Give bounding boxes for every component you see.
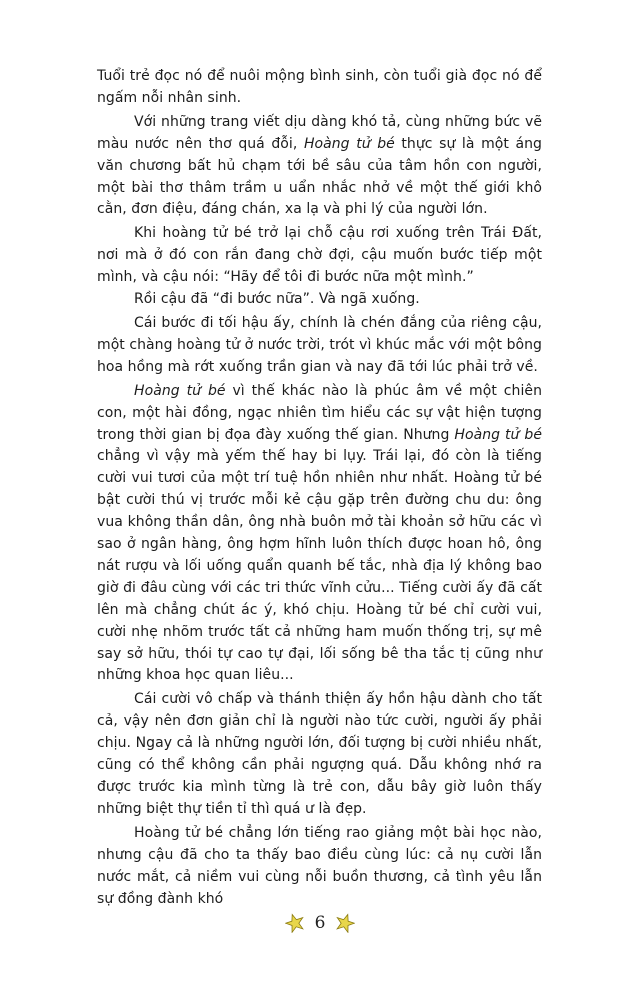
paragraph: Cái cười vô chấp và thánh thiện ấy hồn hậu dành cho tất cả, vậy nên đơn giản chỉ là người nào tức cười, người ấy phải chịu. Ngay cả là những người lớn, đối tượng bị cười nhiều nhất, cũng có thể không cần phải ngượng quá. Dẫu không nhớ ra được trước kia mình từng là trẻ con, dẫu bây giờ luôn thấy những biệt thự tiền tỉ thì quá ư là đẹp. [97,691,542,817]
paragraph: Khi hoàng tử bé trở lại chỗ cậu rơi xuống trên Trái Đất, nơi mà ở đó con rắn đang chờ đợi, cậu muốn bước tiếp một mình, và cậu nói: “Hãy để tôi đi bước nữa một mình.” [97,225,542,286]
paragraph: Hoàng tử bé vì thế khác nào là phúc âm về một chiên con, một hài đồng, ngạc nhiên tìm hiểu các sự vật hiện tượng trong thời gian bị đọa đày xuống thế gian. Nhưng Hoàng tử bé chẳng vì vậy mà yếm thế hay bi lụy. Trái lại, đó còn là tiếng cười vui tươi của một trí tuệ hồn nhiên như nhất. Hoàng tử bé bật cười thú vị trước mỗi kẻ cậu gặp trên đường chu du: ông vua không thần dân, ông nhà buôn mở tài khoản sở hữu các vì sao ở ngân hàng, ông hợm hĩnh luôn thích được hoan hô, ông nát rượu và lối uống quẩn quanh bế tắc, nhà địa lý không bao giờ đi đâu cùng với các tri thức vĩnh cửu... Tiếng cười ấy đã cất lên mà chẳng chút ác ý, khó chịu. Hoàng tử bé chỉ cười vui, cười nhẹ nhõm trước tất cả những ham muốn thống trị, sự mê say sở hữu, thói tự cao tự đại, lối sống bê tha tắc tị cũng như những khoa học quan liêu... [97,382,543,684]
star-shape [335,913,355,933]
page-footer [0,908,640,938]
star-shape [285,913,305,933]
paragraph: Tuổi trẻ đọc nó để nuôi mộng bình sinh, còn tuổi già đọc nó để ngấm nỗi nhân sinh. [97,68,542,106]
book-title: Hoàng tử bé [303,135,395,152]
book-title: Hoàng tử bé [454,426,543,443]
star-icon [335,913,355,933]
body-text [97,66,542,912]
star-icon [285,913,305,933]
paragraph: Rồi cậu đã “đi bước nữa”. Và ngã xuống. [134,291,420,308]
paragraph: Hoàng tử bé chẳng lớn tiếng rao giảng một bài học nào, nhưng cậu đã cho ta thấy bao điều cùng lúc: cả nụ cười lẫn nước mắt, cả niềm vui cùng nỗi buồn thương, cả tình yêu lẫn sự đồng đành khó [97,824,542,907]
page-number: 6 [314,913,326,933]
book-title: Hoàng tử bé [134,382,226,399]
paragraph: Cái bước đi tối hậu ấy, chính là chén đắng của riêng cậu, một chàng hoàng tử ở nước trời, trót vì khúc mắc với một bông hoa hồng mà rớt xuống trần gian và nay đã tới lúc phải trở về. [97,314,542,375]
paragraph: Với những trang viết dịu dàng khó tả, cùng những bức vẽ màu nước nên thơ quá đỗi, Hoàng tử bé thực sự là một áng văn chương bất hủ chạm tới bề sâu của tâm hồn con người, một bài thơ thâm trầm u uẩn nhắc nhở về một thế giới khô cằn, đơn điệu, đáng chán, xa lạ và phi lý của người lớn. [97,113,542,218]
